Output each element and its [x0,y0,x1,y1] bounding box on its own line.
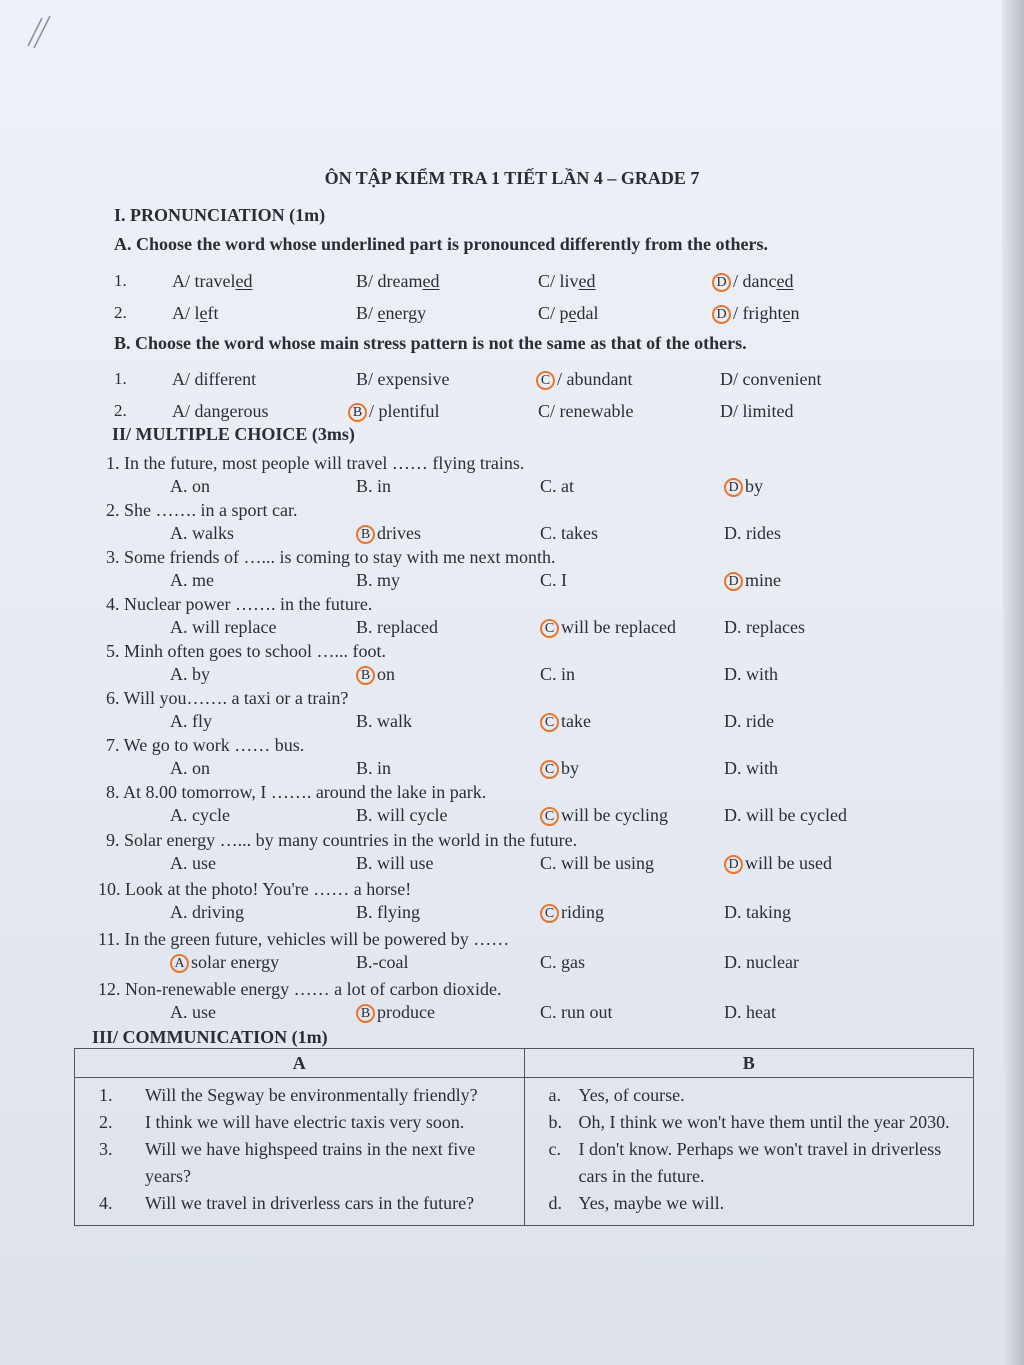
option-b: B/ dreamed [356,271,440,291]
option-b: B. will use [356,853,434,873]
comm-response-item: a. Yes, of course. [548,1085,685,1105]
column-a-header: A [75,1049,525,1078]
mc-options-8 [0,802,1024,828]
answer-circle-icon: C [540,713,559,732]
mc-options-3 [0,567,1024,593]
option-a: A. driving [170,902,244,922]
comm-question-item: 4. Will we travel in driverless cars in the future? [99,1193,475,1213]
option-d-selected: D / frighten [712,300,800,326]
option-d: D. replaces [724,617,805,637]
row-number: 1. [114,369,127,388]
question-text: 3. Some friends of …... is coming to stay with me next month. [106,547,556,567]
option-b: B/ energy [356,303,427,323]
mc-options-6 [0,708,1024,734]
option-c-selected: C / abundant [536,366,632,392]
question-text: 7. We go to work …… bus. [106,735,305,755]
option-b: B. will cycle [356,805,448,825]
column-b-header: B [524,1049,974,1078]
option-d: D. with [724,758,778,778]
option-a: A. cycle [170,805,230,825]
question-text: 8. At 8.00 tomorrow, I ……. around the lake in park. [106,782,487,802]
column-b-cell [524,1078,974,1226]
answer-circle-icon: B [356,1004,375,1023]
option-a: A. by [170,664,210,684]
pen-mark [20,10,60,50]
comm-question-item: 2. I think we will have electric taxis very soon. [99,1112,465,1132]
option-b: B. my [356,570,401,590]
pron-a-row-2 [0,300,1024,326]
option-d: D/ convenient [720,369,822,389]
answer-circle-icon: D [712,305,731,324]
communication-table [74,1048,974,1226]
option-d: D. with [724,664,778,684]
option-b: B/ expensive [356,369,450,389]
comm-response-item: d. Yes, maybe we will. [548,1193,725,1213]
mc-options-10 [0,899,1024,925]
pron-b-row-1 [0,366,1024,392]
option-c-selected: C will be cycling [540,802,668,828]
row-number: 2. [114,303,127,322]
option-c-selected: C take [540,708,591,734]
option-d-selected: D will be used [724,850,832,876]
row-number: 2. [114,401,127,420]
option-a: A. on [170,758,210,778]
option-d: D. rides [724,523,781,543]
mc-options-2 [0,520,1024,546]
option-c: C/ lived [538,271,596,291]
comm-question-item: 3. Will we have highspeed trains in the next five years? [99,1139,476,1186]
option-d: D. taking [724,902,791,922]
option-d: D. nuclear [724,952,799,972]
option-b: B. walk [356,711,412,731]
part-a-instruction: A. Choose the word whose underlined part is pronounced differently from the others. [114,234,769,254]
option-b-selected: B drives [356,520,421,546]
answer-circle-icon: C [540,619,559,638]
question-text: 5. Minh often goes to school …... foot. [106,641,386,661]
question-text: 12. Non-renewable energy …… a lot of carbon dioxide. [98,979,502,999]
answer-circle-icon: C [540,904,559,923]
option-d: D. will be cycled [724,805,847,825]
page-title: ÔN TẬP KIỂM TRA 1 TIẾT LẦN 4 – GRADE 7 [324,168,700,188]
option-a: A/ dangerous [172,401,269,421]
mc-options-1 [0,473,1024,499]
mc-options-7 [0,755,1024,781]
part-b-instruction: B. Choose the word whose main stress pattern is not the same as that of the others. [114,333,747,353]
answer-circle-icon: C [536,371,555,390]
pron-b-row-2 [0,398,1024,424]
option-a: A/ left [172,303,219,323]
option-c: C. in [540,664,576,684]
answer-circle-icon: D [712,273,731,292]
question-text: 2. She ……. in a sport car. [106,500,298,520]
option-c: C. gas [540,952,585,972]
answer-circle-icon: D [724,855,743,874]
option-d: D/ limited [720,401,794,421]
option-b-selected: B on [356,661,395,687]
answer-circle-icon: C [540,807,559,826]
mc-options-12 [0,999,1024,1025]
option-b: B. in [356,758,392,778]
option-c-selected: C will be replaced [540,614,676,640]
mc-options-11 [0,949,1024,975]
option-a: A. use [170,853,216,873]
question-text: 6. Will you……. a taxi or a train? [106,688,349,708]
answer-circle-icon: B [348,403,367,422]
option-a-selected: A solar energy [170,949,279,975]
option-b-selected: B / plentiful [348,398,440,424]
option-d-selected: D / danced [712,268,793,294]
mc-options-5 [0,661,1024,687]
column-a-cell [75,1078,525,1226]
option-d: D. ride [724,711,774,731]
comm-response-item: c. I don't know. Perhaps we won't travel in driverless cars in the future. [548,1139,942,1186]
section-multiple-choice-heading: II/ MULTIPLE CHOICE (3ms) [112,424,355,444]
option-a: A. walks [170,523,234,543]
section-pronunciation-heading: I. PRONUNCIATION (1m) [114,205,326,225]
option-c: C. will be using [540,853,655,873]
answer-circle-icon: B [356,666,375,685]
answer-circle-icon: D [724,478,743,497]
option-c: C/ pedal [538,303,599,323]
option-a: A. fly [170,711,212,731]
pron-a-row-1 [0,268,1024,294]
option-d-selected: D by [724,473,763,499]
option-c: C/ renewable [538,401,634,421]
option-b: B. flying [356,902,421,922]
answer-circle-icon: B [356,525,375,544]
option-a: A. use [170,1002,216,1022]
option-c-selected: C by [540,755,579,781]
option-b: B. replaced [356,617,438,637]
row-number: 1. [114,271,127,290]
option-d-selected: D mine [724,567,781,593]
comm-question-item: 1. Will the Segway be environmentally friendly? [99,1085,478,1105]
comm-response-item: b. Oh, I think we won't have them until the year 2030. [548,1112,950,1132]
option-b: B.-coal [356,952,409,972]
option-c: C. run out [540,1002,613,1022]
option-a: A/ traveled [172,271,253,291]
option-c: C. I [540,570,567,590]
question-text: 10. Look at the photo! You're …… a horse! [98,879,412,899]
option-c-selected: C riding [540,899,604,925]
option-b: B. in [356,476,392,496]
answer-circle-icon: D [724,572,743,591]
answer-circle-icon: A [170,954,189,973]
option-c: C. at [540,476,574,496]
mc-options-9 [0,850,1024,876]
option-a: A. will replace [170,617,277,637]
question-text: 9. Solar energy …... by many countries in the world in the future. [106,830,578,850]
question-text: 4. Nuclear power ……. in the future. [106,594,373,614]
answer-circle-icon: C [540,760,559,779]
section-communication-heading: III/ COMMUNICATION (1m) [92,1027,328,1047]
option-a: A/ different [172,369,257,389]
option-c: C. takes [540,523,598,543]
option-b-selected: B produce [356,999,435,1025]
mc-options-4 [0,614,1024,640]
option-a: A. on [170,476,210,496]
option-d: D. heat [724,1002,776,1022]
question-text: 11. In the green future, vehicles will be powered by …… [98,929,510,949]
option-a: A. me [170,570,214,590]
question-text: 1. In the future, most people will travel …… flying trains. [106,453,525,473]
